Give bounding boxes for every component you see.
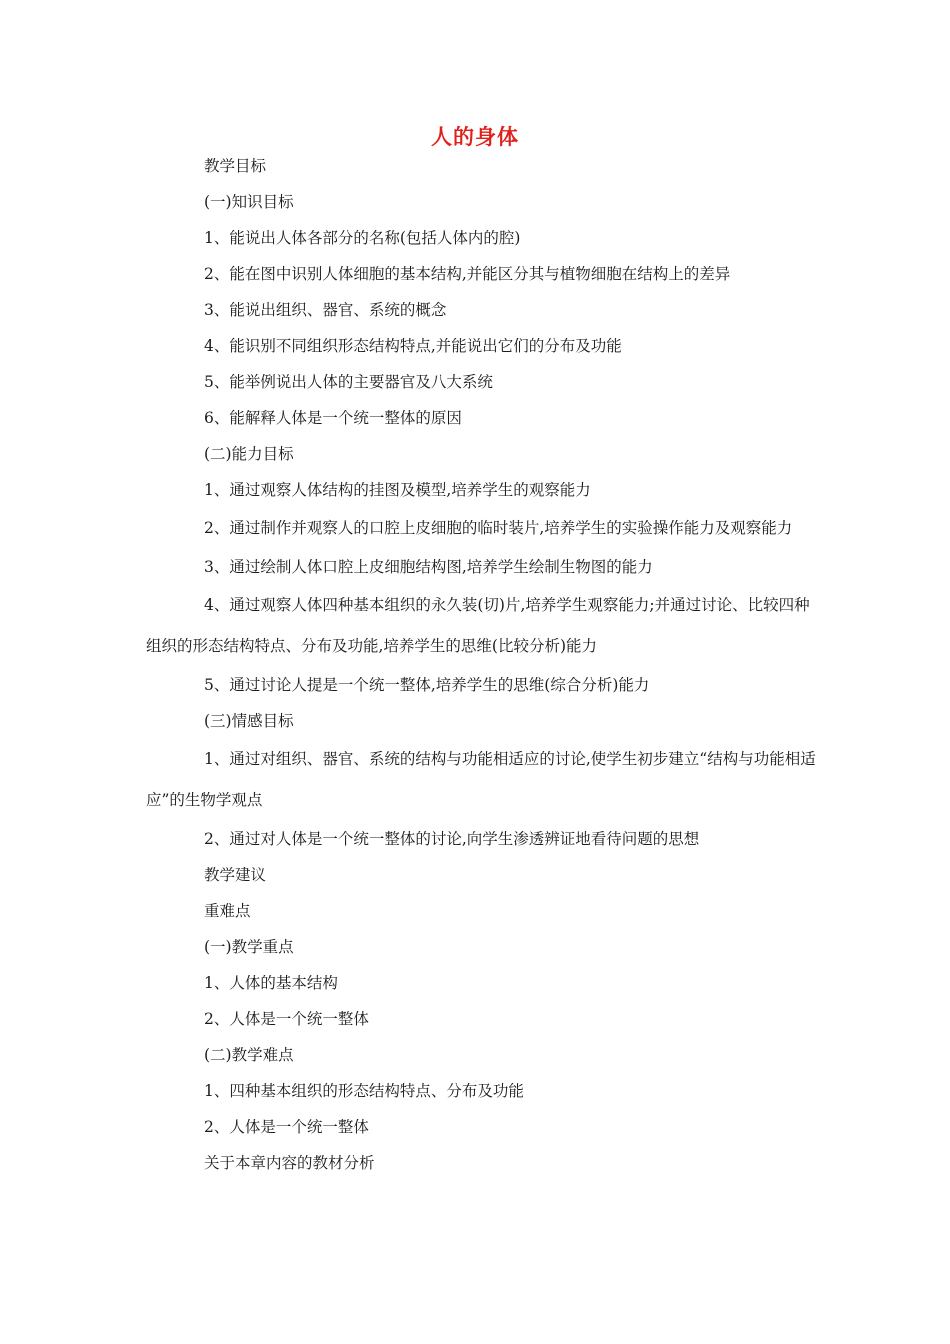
paragraph: (一)教学重点 [204, 938, 294, 956]
paragraph: 4、通过观察人体四种基本组织的永久装(切)片,培养学生观察能力;并通过讨论、比较四种组织的形态结构特点、分布及功能,培养学生的思维(比较分析)能力 [146, 596, 810, 655]
paragraph: 4、能识别不同组织形态结构特点,并能说出它们的分布及功能 [204, 337, 622, 355]
paragraph: 5、通过讨论人提是一个统一整体,培养学生的思维(综合分析)能力 [204, 676, 650, 694]
paragraph: 5、能举例说出人体的主要器官及八大系统 [204, 373, 493, 391]
document-title: 人的身体 [431, 124, 519, 149]
paragraph: 1、能说出人体各部分的名称(包括人体内的腔) [204, 229, 521, 247]
paragraph: 1、通过观察人体结构的挂图及模型,培养学生的观察能力 [204, 481, 591, 499]
paragraph: 2、通过对人体是一个统一整体的讨论,向学生渗透辨证地看待问题的思想 [204, 830, 700, 848]
paragraph: (一)知识目标 [204, 193, 294, 211]
paragraph: 教学建议 [204, 866, 267, 884]
paragraph: 2、通过制作并观察人的口腔上皮细胞的临时装片,培养学生的实验操作能力及观察能力 [204, 519, 793, 537]
paragraph: (二)教学难点 [204, 1046, 294, 1064]
paragraph: 6、能解释人体是一个统一整体的原因 [204, 409, 462, 427]
paragraph: 1、人体的基本结构 [204, 974, 338, 992]
paragraph: 2、人体是一个统一整体 [204, 1010, 369, 1028]
paragraph: 3、能说出组织、器官、系统的概念 [204, 301, 447, 319]
paragraph: 教学目标 [204, 157, 267, 175]
paragraph: 重难点 [204, 902, 251, 920]
document-body [146, 148, 816, 1181]
paragraph: 1、通过对组织、器官、系统的结构与功能相适应的讨论,使学生初步建立“结构与功能相适应”的生物学观点 [146, 750, 816, 809]
paragraph: 2、能在图中识别人体细胞的基本结构,并能区分其与植物细胞在结构上的差异 [204, 265, 731, 283]
paragraph: 关于本章内容的教材分析 [204, 1154, 375, 1172]
paragraph: (三)情感目标 [204, 712, 294, 730]
paragraph: (二)能力目标 [204, 445, 294, 463]
paragraph: 3、通过绘制人体口腔上皮细胞结构图,培养学生绘制生物图的能力 [204, 558, 653, 576]
paragraph: 2、人体是一个统一整体 [204, 1118, 369, 1136]
paragraph: 1、四种基本组织的形态结构特点、分布及功能 [204, 1082, 524, 1100]
